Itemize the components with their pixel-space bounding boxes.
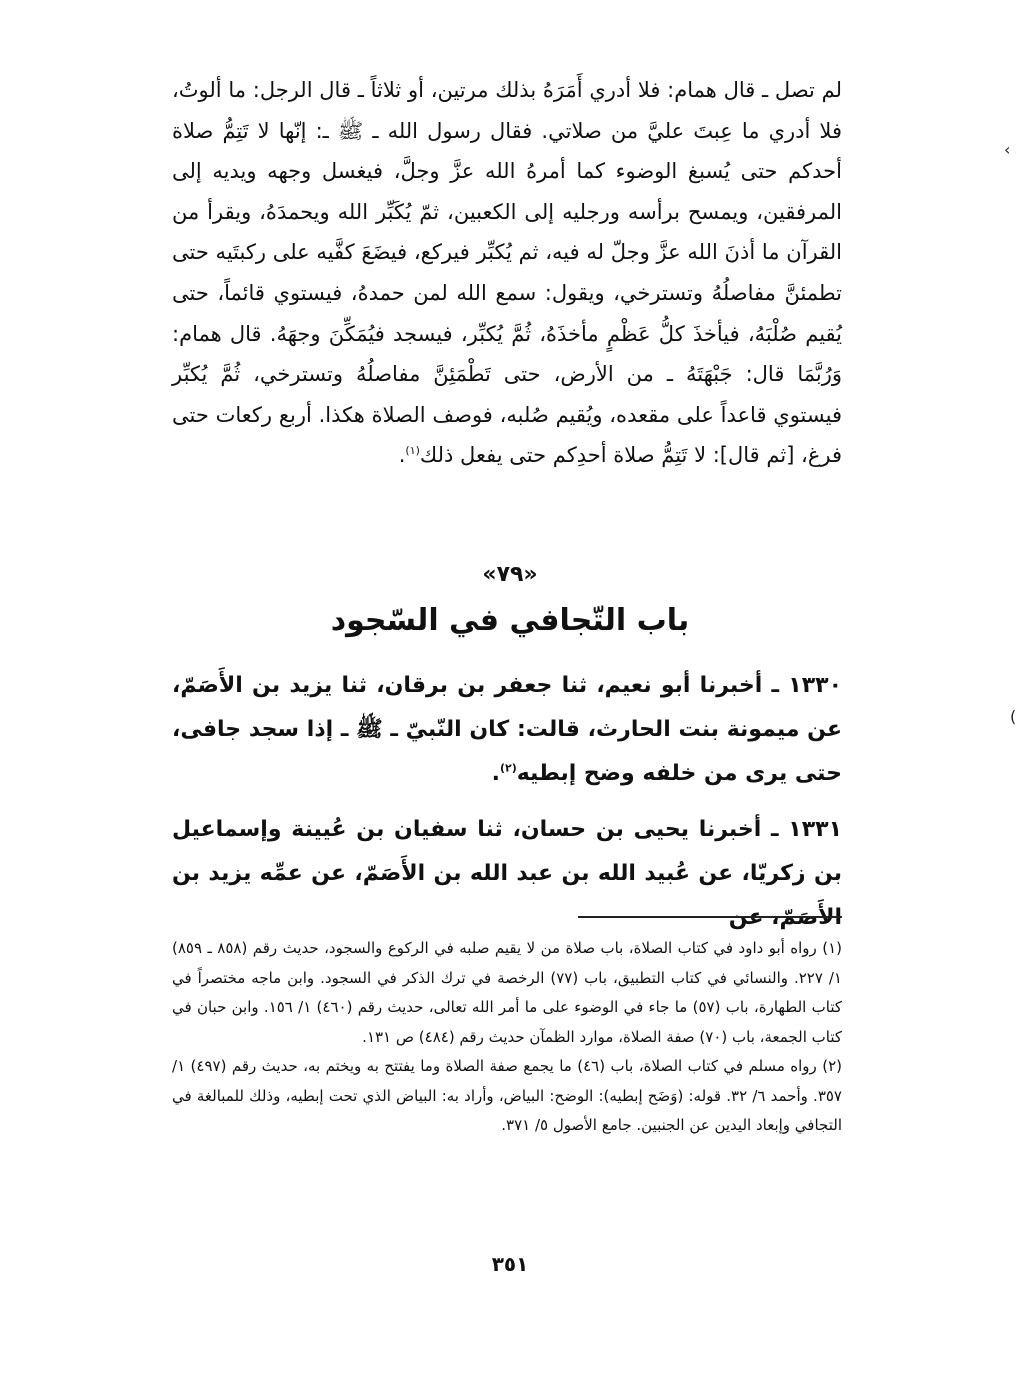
hadith-1331-paragraph bbox=[172, 808, 842, 940]
hadith-1330-text: ١٣٣٠ ـ أخبرنا أبو نعيم، ثنا جعفر بن برقان، ثنا يزيد بن الأَصَمّ، عن ميمونة بنت الحارث، قالت: كان النّبيّ ـ ﷺ ـ إذا سجد جافى، حتى يرى من خلفه وضح إبطيه bbox=[172, 673, 842, 786]
margin-mark-middle: ( bbox=[1010, 707, 1017, 726]
main-paragraph: لم تصل ـ قال همام: فلا أدري أَمَرَهُ بذلك مرتين، أو ثلاثاً ـ قال الرجل: ما ألوتُ، فلا أدري ما عِبتَ عليَّ من صلاتي. فقال رسول الله ـ ﷺ ـ: إنّها لا تَتِمُّ صلاة أحدكم حتى يُسبغ الوضوء كما أمرهُ الله عزَّ وجلَّ، فيغسل وجهه ويديه إلى المرفقين، ويمسح برأسه ورجليه إلى الكعبين، ثمّ يُكَبِّر الله ويحمدَهُ، ويقرأ من القرآن ما أذنَ الله عزَّ وجلّ له فيه، ثم يُكبِّر فيركع، فيضَعَ كفَّيه على ركبتَيه حتى تطمئنَّ مفاصلُهُ وتسترخي، ويقول: سمع الله لمن حمدهُ، فيستوي قائماً، حتى يُقيم صُلْبَهُ، فيأخذَ كلُّ عَظْمٍ مأخذَهُ، ثُمَّ يُكبِّر، فيسجد فيُمَكِّنَ وجهَهُ. قال همام: وَرُبَّمَا قال: جَبْهَتَهُ ـ من الأرض، حتى تَطْمَئِنَّ مفاصلُهُ وتسترخي، ثُمَّ يُكبِّر فيستوي قاعداً على مقعده، ويُقيم صُلبه، فوصف الصلاة هكذا. أربع ركعات حتى فرغ، [ثم قال]: لا تَتِمُّ صلاة أحدِكم حتى يفعل ذلك$^{(١)}$. bbox=[172, 78, 842, 468]
margin-mark-top: ‹ bbox=[1004, 140, 1011, 159]
footnote-ref-2: (٢) bbox=[499, 761, 517, 775]
footnote-2: (٢) رواه مسلم في كتاب الصلاة، باب (٤٦) ما يجمع صفة الصلاة وما يفتتح به ويختم به، حديث رقم (٤٩٧) ١/ ٣٥٧. وأحمد ٦/ ٣٢. قوله: (وَضَح إبطيه): الوضح: البياض، وأراد به: البياض الذي تحت إبطيه، وذلك للمبالغة في التجافي وإبعاد اليدين عن الجنبين. جامع الأصول ٥/ ٣٧١. bbox=[172, 1057, 842, 1134]
footnote-1: (١) رواه أبو داود في كتاب الصلاة، باب صلاة من لا يقيم صلبه في الركوع والسجود، حديث رقم (٨٥٨ ـ ٨٥٩) ١/ ٢٢٧. والنسائي في كتاب التطبيق، باب (٧٧) الرخصة في ترك الذكر في السجود. وابن ماجه مختصراً في كتاب الطهارة، باب (٥٧) ما جاء في الوضوء على ما أمر الله تعالى، حديث رقم (٤٦٠) ١/ ١٥٦. وابن حبان في كتاب الجمعة، باب (٧٠) صفة الصلاة، موارد الظمآن حديث رقم (٤٨٤) ص ١٣١. bbox=[172, 939, 842, 1046]
section-title: باب التّجافي في السّجود bbox=[330, 603, 690, 638]
main-paragraph-text: لم تصل ـ قال همام: فلا أدري أَمَرَهُ بذلك مرتين، أو ثلاثاً ـ قال الرجل: ما ألوتُ، فلا أدري ما عِبتَ عليَّ من صلاتي. فقال رسول الله ـ ﷺ ـ: إنّها لا تَتِمُّ صلاة أحدكم حتى يُسبغ الوضوء كما أمرهُ الله عزَّ وجلَّ، فيغسل وجهه ويديه إلى المرفقين، ويمسح برأسه ورجليه إلى الكعبين، ثمّ يُكَبِّر الله ويحمدَهُ، ويقرأ من القرآن ما أذنَ الله عزَّ وجلّ له فيه، ثم يُكبِّر فيركع، فيضَعَ كفَّيه على ركبتَيه حتى تطمئنَّ مفاصلُهُ وتسترخي، ويقول: سمع الله لمن حمدهُ، فيستوي قائماً، حتى يُقيم صُلْبَهُ، فيأخذَ كلُّ عَظْمٍ مأخذَهُ، ثُمَّ يُكبِّر، فيسجد فيُمَكِّنَ وجهَهُ. قال همام: وَرُبَّمَا قال: جَبْهَتَهُ ـ من الأرض، حتى تَطْمَئِنَّ مفاصلُهُ وتسترخي، ثُمَّ يُكبِّر فيستوي قاعداً على مقعده، ويُقيم صُلبه، فوصف الصلاة هكذا. أربع ركعات حتى فرغ، [ثم قال]: لا تَتِمُّ صلاة أحدِكم حتى يفعل ذلك bbox=[172, 78, 842, 468]
page-number: ٣٥١ bbox=[491, 1252, 529, 1276]
hadith-1331-text: ١٣٣١ ـ أخبرنا يحيى بن حسان، ثنا سفيان بن عُيينة وإسماعيل بن زكريّا، عن عُبيد الله بن عبد الله بن الأَصَمّ، عن عمِّه يزيد بن الأَصَمّ، عن bbox=[172, 817, 842, 930]
hadith-1330 bbox=[172, 664, 842, 796]
section-number: «٧٩» bbox=[482, 562, 538, 587]
main-text-block bbox=[172, 70, 842, 476]
footnote-divider bbox=[578, 916, 842, 918]
footnotes bbox=[172, 934, 842, 1141]
hadith-1330-paragraph: ١٣٣٠ ـ أخبرنا أبو نعيم، ثنا جعفر بن برقان، ثنا يزيد بن الأَصَمّ، عن ميمونة بنت الحارث، قالت: كان النّبيّ ـ ﷺ ـ إذا سجد جافى، حتى يرى من خلفه وضح إبطيه$^{(٢)}$. bbox=[172, 673, 842, 786]
hadith-1331 bbox=[172, 808, 842, 940]
footnote-ref-1: (١) bbox=[405, 444, 420, 458]
